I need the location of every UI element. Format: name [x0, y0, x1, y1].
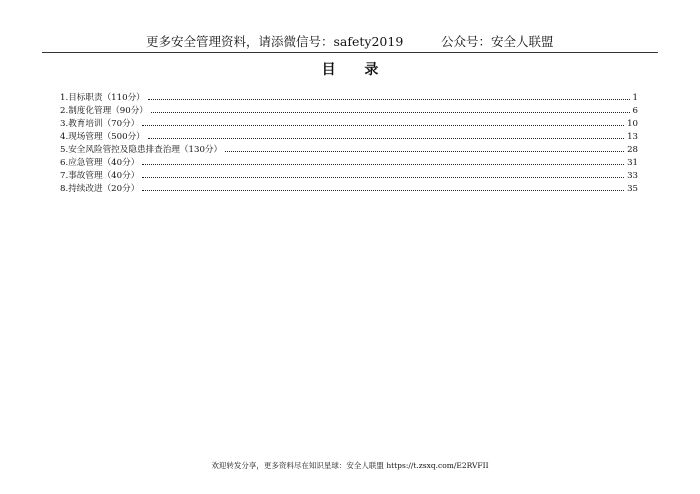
header-account-text: 公众号：安全人联盟	[441, 34, 554, 49]
toc-entry-label: 7.事故管理（40分）	[60, 171, 140, 181]
toc-leader-dots	[142, 169, 624, 178]
toc-entry[interactable]	[60, 117, 638, 130]
toc-entry[interactable]	[60, 130, 638, 143]
toc-entry[interactable]	[60, 169, 638, 182]
toc-entry-page: 1	[632, 93, 638, 103]
toc-leader-dots	[142, 182, 624, 191]
toc-leader-dots	[151, 104, 630, 113]
toc-entry[interactable]	[60, 143, 638, 156]
table-of-contents	[60, 91, 638, 195]
toc-entry-page: 6	[632, 106, 638, 116]
toc-leader-dots	[142, 156, 624, 165]
toc-entry-page: 28	[627, 145, 638, 155]
toc-entry-label: 8.持续改进（20分）	[60, 184, 140, 194]
toc-entry-label: 2.制度化管理（90分）	[60, 106, 148, 116]
toc-entry-page: 35	[627, 184, 638, 194]
toc-entry-page: 33	[627, 171, 638, 181]
toc-entry[interactable]	[60, 182, 638, 195]
header-wechat-text: 更多安全管理资料，请添微信号：safety2019	[146, 34, 404, 49]
toc-entry[interactable]	[60, 104, 638, 117]
page-footer: 欢迎转发分享，更多资料尽在知识星球：安全人联盟 https://t.zsxq.com/E2RVFII	[211, 461, 489, 470]
toc-entry-page: 10	[627, 119, 638, 129]
toc-entry[interactable]	[60, 91, 638, 104]
toc-entry-label: 1.目标职责（110分）	[60, 93, 145, 103]
toc-leader-dots	[148, 130, 624, 139]
toc-title: 目 录	[321, 62, 391, 78]
toc-entry-label: 5.安全风险管控及隐患排查治理（130分）	[60, 145, 223, 155]
toc-entry[interactable]	[60, 156, 638, 169]
toc-entry-label: 4.现场管理（500分）	[60, 132, 145, 142]
toc-entry-page: 13	[627, 132, 638, 142]
toc-leader-dots	[225, 143, 624, 152]
page-header	[42, 34, 658, 53]
toc-entry-label: 6.应急管理（40分）	[60, 158, 140, 168]
toc-entry-page: 31	[627, 158, 638, 168]
toc-leader-dots	[148, 91, 630, 100]
toc-entry-label: 3.教育培训（70分）	[60, 119, 140, 129]
toc-leader-dots	[142, 117, 624, 126]
